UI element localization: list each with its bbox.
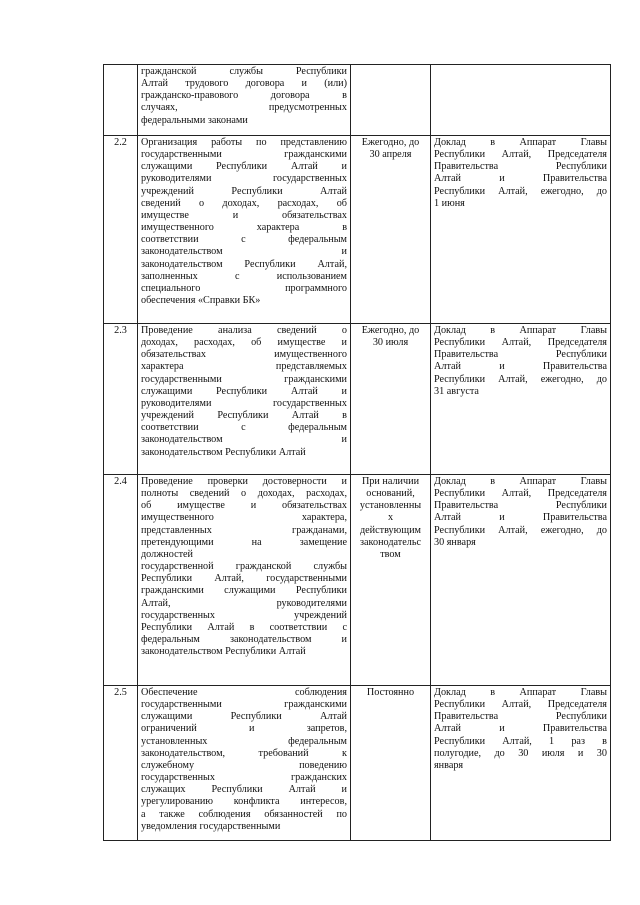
measure-description-line: служащими Республики Алтай и — [141, 385, 347, 397]
measure-description-line: государственной гражданской службы — [141, 561, 347, 573]
measure-deadline-line: 30 апреля — [369, 149, 412, 161]
measure-report-line: Республики Алтай, Председателя — [434, 149, 607, 161]
measure-report-line: Алтай и Правительства — [434, 361, 607, 373]
measure-deadline-line: законодательс — [360, 536, 421, 548]
measure-description-line: руководителями государственных — [141, 397, 347, 409]
measure-description-line: Республики Алтай в соответствии с — [141, 621, 347, 633]
measure-description-line: соответствии с федеральным — [141, 234, 347, 246]
table-row — [104, 136, 611, 324]
measure-report-line: Республики Алтай, Председателя — [434, 488, 607, 500]
measure-report-line: Республики Алтай, ежегодно, до — [434, 373, 607, 385]
measure-deadline-line: х — [387, 512, 394, 524]
measure-description-line: гражданско-правового договора в — [141, 90, 347, 102]
measure-deadline-line: действующим — [359, 524, 422, 536]
measure-description-line: Алтай трудового договора и (или) — [141, 78, 347, 90]
measure-report-line: 30 января — [434, 536, 476, 548]
measure-description-line: федеральным законодательством и — [141, 634, 347, 646]
measure-description-line: служащими Республики Алтай и — [141, 161, 347, 173]
row-number: 2.2 — [104, 136, 138, 324]
measure-description-line: характера представляемых — [141, 361, 347, 373]
measure-description-line: законодательством Республики Алтай — [141, 446, 306, 458]
measure-description-line: законодательством и — [141, 246, 347, 258]
measure-report-line: Алтай и Правительства — [434, 173, 607, 185]
measure-description — [138, 65, 351, 136]
measure-report-line: Республики Алтай, 1 раз в — [434, 735, 607, 747]
measure-description-line: заполненных с использованием — [141, 270, 347, 282]
table-row — [104, 686, 611, 841]
measure-description-line: Алтай, руководителями — [141, 597, 347, 609]
measure-report-line: Алтай и Правительства — [434, 723, 607, 735]
measure-report — [431, 65, 611, 136]
measure-description-line: государственных учреждений — [141, 609, 347, 621]
measure-description — [138, 686, 351, 841]
measure-description-line: претендующими на замещение — [141, 536, 347, 548]
measure-deadline-line: При наличии — [361, 476, 420, 487]
measure-description-line: учреждений Республики Алтай — [141, 185, 347, 197]
measure-deadline-line: оснований, — [366, 488, 415, 500]
measure-report-line: Правительства Республики — [434, 711, 607, 723]
measure-description-line: представленных гражданами, — [141, 524, 347, 536]
measure-description-line: Обеспечение соблюдения — [141, 687, 347, 698]
measure-report-line: Правительства Республики — [434, 161, 607, 173]
measure-report-line: Республики Алтай, ежегодно, до — [434, 185, 607, 197]
measure-description-line: Организация работы по представлению — [141, 137, 347, 148]
measure-deadline — [351, 65, 431, 136]
row-number: 2.5 — [104, 686, 138, 841]
measure-description-line: ограничений и запретов, — [141, 723, 347, 735]
measure-description-line: государственных гражданских — [141, 772, 347, 784]
measure-description-line: законодательством Республики Алтай, — [141, 258, 347, 270]
measure-description-line: полноты сведений о доходах, расходах, — [141, 488, 347, 500]
measure-description-line: сведений о доходах, расходах, об — [141, 197, 347, 209]
measure-description-line: Проведение проверки достоверности и — [141, 476, 347, 487]
measure-description-line: государственными гражданскими — [141, 149, 347, 161]
measure-report-line: 1 июня — [434, 197, 465, 209]
measure-deadline-line: установленны — [359, 500, 422, 512]
measure-description-line: служащих Республики Алтай и — [141, 784, 347, 796]
measure-deadline-line: Ежегодно, до — [361, 325, 420, 336]
measure-description-line: Проведение анализа сведений о — [141, 325, 347, 336]
measure-description-line: государственными гражданскими — [141, 699, 347, 711]
measure-description-line: а также соблюдения обязанностей по — [141, 808, 347, 820]
measure-description-line: установленных федеральным — [141, 735, 347, 747]
measure-description-line: имущественного характера, — [141, 512, 347, 524]
measure-description-line: руководителями государственных — [141, 173, 347, 185]
measure-deadline-line: твом — [380, 548, 401, 560]
measure-report — [431, 475, 611, 686]
measure-description-line: урегулированию конфликта интересов, — [141, 796, 347, 808]
measure-report — [431, 324, 611, 475]
measure-report-line: Правительства Республики — [434, 500, 607, 512]
measure-deadline — [351, 136, 431, 324]
measure-description-line: уведомления государственными — [141, 820, 281, 832]
measure-report-line: Республики Алтай, ежегодно, до — [434, 524, 607, 536]
measure-description-line: учреждений Республики Алтай в — [141, 410, 347, 422]
measure-report-line: Доклад в Аппарат Главы — [434, 476, 607, 487]
measure-description-line: Республики Алтай, государственными — [141, 573, 347, 585]
measure-description-line: законодательством и — [141, 434, 347, 446]
measure-report-line: 31 августа — [434, 385, 479, 397]
measure-report-line: полугодие, до 30 июля и 30 — [434, 747, 607, 759]
measure-description-line: специального программного — [141, 282, 347, 294]
measure-description-line: должностей — [141, 548, 194, 560]
measure-deadline-line: Постоянно — [366, 687, 415, 698]
table-row — [104, 65, 611, 136]
measure-report-line: Доклад в Аппарат Главы — [434, 137, 607, 148]
measure-report-line: Республики Алтай, Председателя — [434, 699, 607, 711]
measure-description-line: обязательствах имущественного — [141, 349, 347, 361]
table-row — [104, 324, 611, 475]
measure-description-line: служащими Республики Алтай — [141, 711, 347, 723]
measure-description-line: федеральными законами — [141, 114, 248, 126]
measure-description-line: доходах, расходах, об имуществе и — [141, 337, 347, 349]
measure-description-line: государственными гражданскими — [141, 373, 347, 385]
measure-description-line: законодательством, требований к — [141, 747, 347, 759]
row-number — [104, 65, 138, 136]
measure-description — [138, 324, 351, 475]
row-number: 2.3 — [104, 324, 138, 475]
measure-description-line: соответствии с федеральным — [141, 422, 347, 434]
measure-report-line: Правительства Республики — [434, 349, 607, 361]
measure-report-line: Алтай и Правительства — [434, 512, 607, 524]
measure-description-line: об имуществе и обязательствах — [141, 500, 347, 512]
measure-deadline — [351, 686, 431, 841]
measure-description-line: гражданскими служащими Республики — [141, 585, 347, 597]
measure-report — [431, 686, 611, 841]
measures-table-body — [104, 65, 611, 841]
measure-deadline-line: 30 июля — [372, 337, 409, 349]
measure-description-line: имущественного характера в — [141, 222, 347, 234]
measure-description-line: законодательством Республики Алтай — [141, 646, 306, 658]
measure-description-line: имуществе и обязательствах — [141, 209, 347, 221]
measure-deadline-line: Ежегодно, до — [361, 137, 420, 148]
measure-description-line: случаях, предусмотренных — [141, 102, 347, 114]
measures-table — [103, 64, 611, 841]
row-number: 2.4 — [104, 475, 138, 686]
measure-description-line: гражданской службы Республики — [141, 66, 347, 77]
measure-deadline — [351, 475, 431, 686]
table-row — [104, 475, 611, 686]
measure-report-line: января — [434, 759, 464, 771]
measure-deadline — [351, 324, 431, 475]
measure-report-line: Доклад в Аппарат Главы — [434, 325, 607, 336]
measure-description — [138, 136, 351, 324]
measure-report — [431, 136, 611, 324]
measure-description-line: обеспечения «Справки БК» — [141, 295, 261, 307]
measure-description-line: служебному поведению — [141, 759, 347, 771]
measure-report-line: Доклад в Аппарат Главы — [434, 687, 607, 698]
measure-description — [138, 475, 351, 686]
measure-report-line: Республики Алтай, Председателя — [434, 337, 607, 349]
